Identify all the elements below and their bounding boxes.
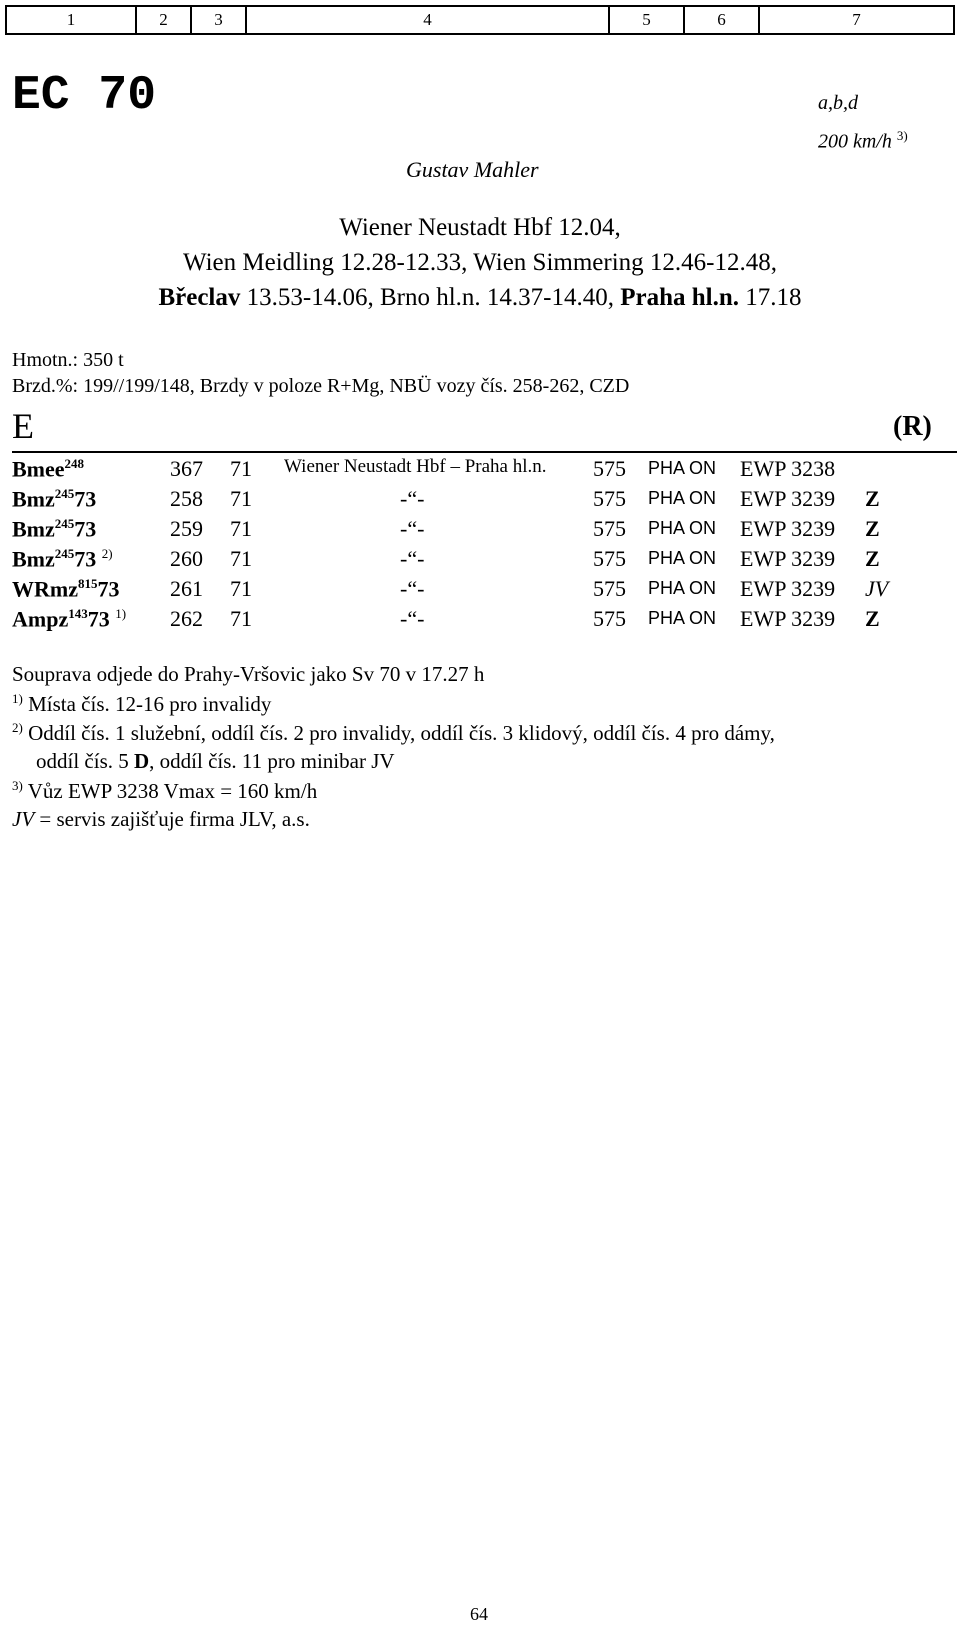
car-service: Z (865, 486, 880, 511)
car-reg: EWP 3239 (740, 606, 836, 631)
car-type: WRmz$^{815}$73 (12, 576, 120, 602)
car-day: 71 (230, 486, 252, 511)
car-number: 259 (170, 516, 203, 541)
car-relation: -“- (400, 516, 425, 541)
column-header-1: 1 (7, 7, 137, 33)
car-service: Z (865, 606, 880, 631)
car-type: Bmee$^{248}$ (12, 456, 85, 482)
page-number: 64 (470, 1604, 488, 1624)
column-header-2: 2 (137, 7, 192, 33)
car-rate: 575 (593, 576, 626, 601)
note-consist: Souprava odjede do Prahy-Vršovic jako Sv 70 v 17.27 h (12, 662, 485, 686)
car-operator: PHA ON (648, 458, 717, 478)
car-relation: -“- (400, 606, 425, 631)
train-weight: Hmotn.: 350 t (12, 349, 124, 371)
table-row (0, 456, 960, 486)
column-header-7: 7 (852, 10, 861, 29)
car-reg: EWP 3239 (740, 576, 836, 601)
car-rate: 575 (593, 516, 626, 541)
table-row (0, 546, 960, 576)
car-rate: 575 (593, 486, 626, 511)
car-number: 260 (170, 546, 203, 571)
column-header-6: 6 (685, 7, 760, 33)
car-number: 262 (170, 606, 203, 631)
car-service: Z (865, 546, 880, 571)
route-line-3-mid: 13.53-14.06, Brno hl.n. 14.37-14.40, (240, 284, 621, 311)
train-brakes: Brzd.%: 199//199/148, Brzdy v poloze R+Mg, NBÜ vozy čís. 258-262, CZD (12, 375, 630, 397)
train-number: EC 70 (12, 69, 157, 123)
table-row (0, 516, 960, 546)
car-service: JV (865, 576, 889, 601)
route-line-2: Wien Meidling 12.28-12.33, Wien Simmering 12.46-12.48, (183, 249, 777, 276)
train-name: Gustav Mahler (406, 157, 539, 182)
car-rate: 575 (593, 456, 626, 481)
route-line-3-end: 17.18 (739, 284, 802, 311)
car-day: 71 (230, 456, 252, 481)
section-marker: (R) (893, 411, 932, 442)
car-day: 71 (230, 576, 252, 601)
table-row (0, 486, 960, 516)
note-3: $^{3)}$ Vůz EWP 3238 Vmax = 160 km/h (12, 778, 318, 803)
train-speed (818, 128, 908, 154)
car-number: 258 (170, 486, 203, 511)
station-praha: Praha hl.n. (620, 284, 740, 311)
car-type: Bmz$^{245}$73 (12, 516, 97, 542)
car-reg: EWP 3238 (740, 456, 836, 481)
route-line-1: Wiener Neustadt Hbf 12.04, (339, 214, 621, 241)
car-operator: PHA ON (648, 488, 717, 508)
speed-note-mark: 3) (896, 128, 908, 143)
note-2-continued: oddíl čís. 5 D, oddíl čís. 11 pro minibar JV (36, 749, 395, 773)
car-relation: -“- (400, 486, 425, 511)
car-reg: EWP 3239 (740, 516, 836, 541)
table-row (0, 576, 960, 606)
car-type: Bmz$^{245}$73 $^{2)}$ (12, 546, 113, 572)
car-relation: -“- (400, 546, 425, 571)
car-rate: 575 (593, 606, 626, 631)
train-classes: a,b,d (818, 92, 858, 114)
car-number: 261 (170, 576, 203, 601)
car-type: Bmz$^{245}$73 (12, 486, 97, 512)
section-label: E (12, 406, 34, 446)
column-header-bar (5, 5, 955, 35)
note-2: $^{2)}$ Oddíl čís. 1 služební, oddíl čís. 2 pro invalidy, oddíl čís. 3 klidový, oddíl čís. 4 pro dámy, (12, 720, 775, 745)
car-reg: EWP 3239 (740, 486, 836, 511)
route-line-3 (0, 283, 960, 313)
car-day: 71 (230, 516, 252, 541)
car-type: Ampz$^{143}$73 $^{1)}$ (12, 606, 127, 632)
car-reg: EWP 3239 (740, 546, 836, 571)
table-row (0, 606, 960, 636)
car-operator: PHA ON (648, 578, 717, 598)
car-operator: PHA ON (648, 608, 717, 628)
speed-value: 200 km/h (818, 130, 892, 153)
car-rate: 575 (593, 546, 626, 571)
car-day: 71 (230, 606, 252, 631)
car-day: 71 (230, 546, 252, 571)
section-rule (12, 451, 957, 453)
column-header-4: 4 (247, 7, 610, 33)
car-relation: -“- (400, 576, 425, 601)
car-service: Z (865, 516, 880, 541)
column-header-5: 5 (610, 7, 685, 33)
note-jv: JV = servis zajišťuje firma JLV, a.s. (12, 807, 310, 831)
station-breclav: Břeclav (158, 284, 241, 311)
car-number: 367 (170, 456, 203, 481)
car-operator: PHA ON (648, 548, 717, 568)
note-1: $^{1)}$ Místa čís. 12-16 pro invalidy (12, 691, 272, 716)
car-operator: PHA ON (648, 518, 717, 538)
column-header-3: 3 (192, 7, 247, 33)
car-relation: Wiener Neustadt Hbf – Praha hl.n. (284, 456, 547, 477)
